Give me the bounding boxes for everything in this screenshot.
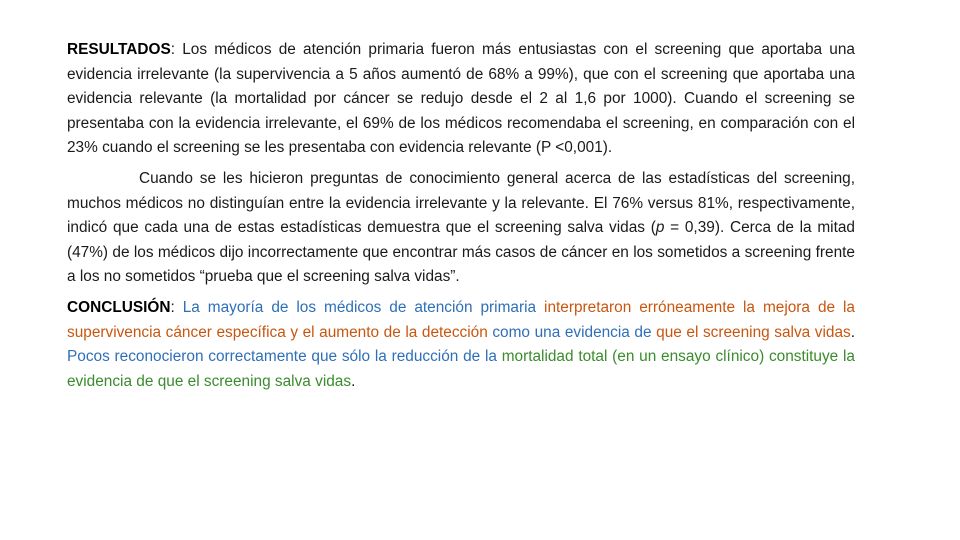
conclusion-heading: CONCLUSIÓN	[67, 298, 171, 316]
conclusion-segment-blue-3: Pocos reconocieron correctamente que sólo la reducción de la	[67, 348, 497, 366]
conclusion-segment-orange-2: que el screening salva vidas	[651, 323, 851, 341]
knowledge-text-after-p: = 0,39). Cerca de la mitad (47%) de los médicos dijo incorrectamente que encontrar más casos de cáncer en los sometidos a screening frente a los no sometidos “prueba que el screening salva vidas”.	[67, 219, 855, 286]
resultados-colon: :	[170, 41, 176, 58]
resultados-body: Los médicos de atención primaria fueron más entusiastas con el screening que aportaba una evidencia irrelevante (la supervivencia a 5 años aumentó de 68% a 99%), que con el screening que aportaba una evidencia relevante (la mortalidad por cáncer se redujo desde el 2 al 1,6 por 1000). Cuando el screening se presentaba con la evidencia irrelevante, el 69% de los médicos recomendaba el screening, en comparación con el 23% cuando el screening se les presentaba con evidencia relevante (P <0,001).	[67, 41, 855, 157]
knowledge-paragraph	[67, 167, 855, 290]
resultados-paragraph	[67, 38, 855, 161]
conclusion-segment-period-1: .	[850, 323, 855, 341]
conclusion-segment-blue-1: La mayoría de los médicos de atención primaria	[182, 298, 537, 316]
conclusion-paragraph	[67, 296, 855, 394]
conclusion-colon: :	[170, 298, 183, 316]
resultados-heading: RESULTADOS	[67, 41, 171, 58]
conclusion-segment-orange-1: interpretaron erróneamente la mejora de la supervivencia cáncer específica y el aumento de la detección	[67, 298, 855, 341]
conclusion-segment-period-2: .	[351, 372, 356, 390]
conclusion-segment-green-1: mortalidad total (en un ensayo clínico) constituye la evidencia de que el screening salva vidas	[67, 348, 855, 390]
p-value-symbol: p	[655, 219, 665, 237]
knowledge-text-before-p: Cuando se les hicieron preguntas de conocimiento general acerca de las estadísticas del screening, muchos médicos no distinguían entre la evidencia irrelevante y la relevante. El 76% versus 81%, respectivamente, indicó que cada una de estas estadísticas demuestra que el screening salva vidas (	[67, 169, 855, 237]
slide-text-body	[67, 38, 855, 394]
conclusion-segment-blue-2: como una evidencia de	[487, 323, 652, 341]
